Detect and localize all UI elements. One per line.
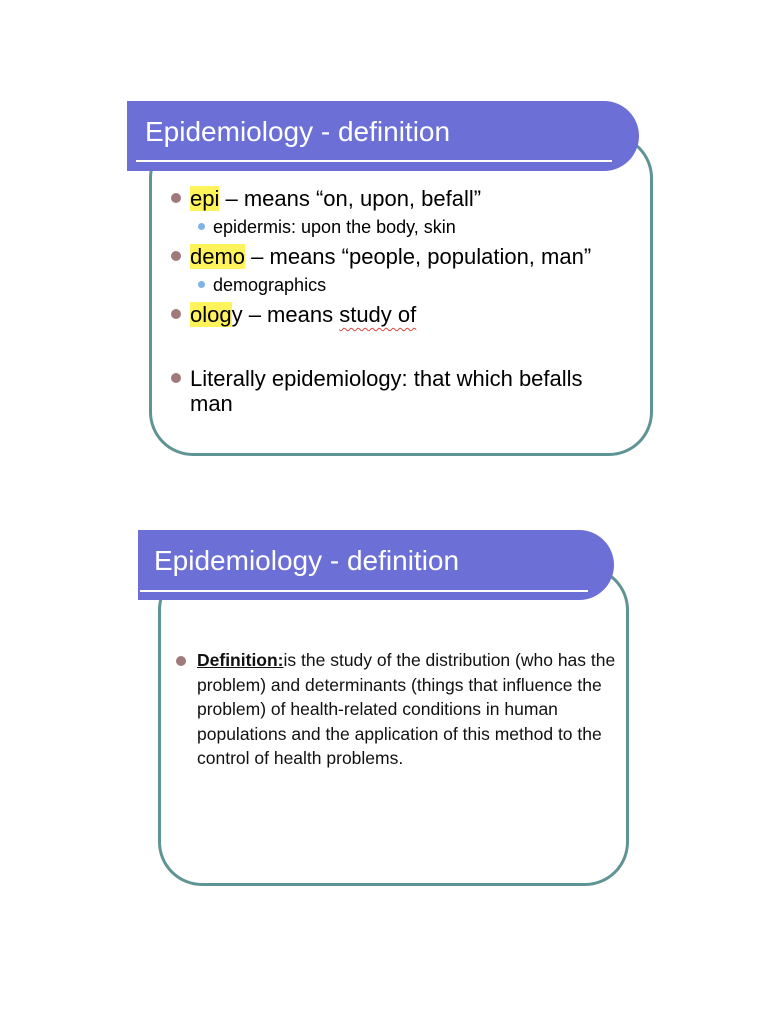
bullet-dot (176, 656, 186, 666)
term-epi: epi (190, 186, 220, 211)
literally-line-1: Literally epidemiology: that which befalls (190, 366, 583, 391)
bullet-epi (171, 186, 481, 212)
demographics-text: demographics (213, 275, 327, 295)
sub-bullet-epidermis (198, 217, 456, 238)
slide-2 (0, 500, 768, 900)
demo-meaning: – means “people, population, man” (245, 244, 592, 269)
epi-meaning: – means “on, upon, befall” (219, 186, 482, 211)
bullet-dot (171, 373, 181, 383)
slide-1 (0, 0, 768, 480)
bullet-ology (171, 302, 416, 328)
sub-bullet-dot (198, 223, 205, 230)
term-demo: demo (190, 244, 246, 269)
bullet-demo (171, 244, 591, 270)
epidermis-text: epidermis: upon the body, skin (213, 217, 456, 237)
slide-2-title-rule (140, 590, 588, 592)
definition-body: is the study of the distribution (who has the problem) and determinants (things that influence the problem) of health-related conditions in human populations and the application of this method to the control of health problems. (197, 650, 616, 768)
bullet-literally (171, 366, 583, 392)
term-ology-tail: y (231, 302, 243, 327)
slide-2-title-banner (138, 530, 614, 600)
study-of-underlined: study of (339, 302, 417, 327)
bullet-dot (171, 251, 181, 261)
sub-bullet-demographics (198, 275, 326, 296)
literally-line-2: man (190, 391, 233, 416)
slide-1-title-banner (127, 101, 639, 171)
term-ology: olog (190, 302, 232, 327)
slide-2-title: Epidemiology - definition (154, 545, 460, 576)
slide-1-title: Epidemiology - definition (145, 116, 451, 147)
definition-paragraph (197, 648, 617, 771)
bullet-dot (171, 309, 181, 319)
sub-bullet-dot (198, 281, 205, 288)
ology-meaning: – means (242, 302, 340, 327)
definition-term: Definition: (197, 650, 284, 670)
bullet-dot (171, 193, 181, 203)
slide-1-title-rule (136, 160, 612, 162)
